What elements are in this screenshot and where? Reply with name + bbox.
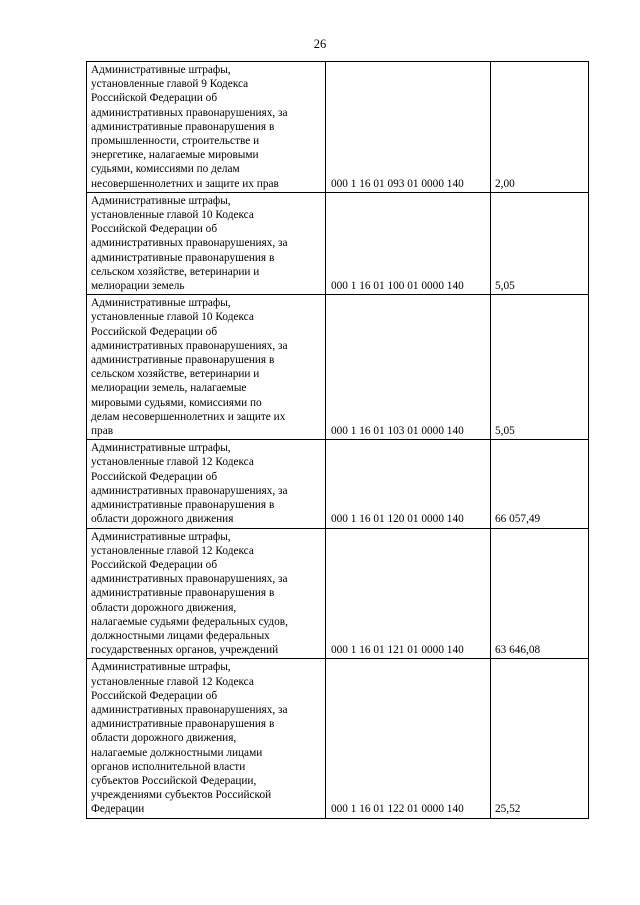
revenue-name-line: административные правонарушения в (91, 718, 275, 731)
page-number: 26 (313, 37, 327, 51)
revenue-name-line: должностными лицами федеральных (91, 629, 270, 642)
revenue-name-line: субъектов Российской Федерации, (91, 774, 257, 787)
revenue-name-line: Российской Федерации об (91, 92, 218, 105)
revenue-name-line: государственных органов, учреждений (91, 644, 279, 657)
revenue-name-line: Административные штрафы, (91, 442, 231, 455)
revenue-name-line: Административные штрафы, (91, 661, 231, 674)
revenue-name-line: Административные штрафы, (91, 194, 231, 207)
table-row (87, 440, 589, 528)
amount-cell: 66 057,49 (491, 440, 589, 528)
revenue-name-cell (87, 659, 326, 818)
revenue-name-line: области дорожного движения, (91, 732, 237, 745)
table-row (87, 295, 589, 440)
amount-cell: 63 646,08 (491, 528, 589, 659)
revenue-name-line: прав (91, 425, 114, 438)
budget-code-cell: 000 1 16 01 100 01 0000 140 (326, 192, 491, 294)
table-row (87, 192, 589, 294)
revenue-name-line: несовершеннолетних и защите их прав (91, 177, 279, 190)
revenue-name-line: налагаемые судьями федеральных судов, (91, 615, 288, 628)
revenue-name-line: административных правонарушениях, за (91, 703, 288, 716)
table-row (87, 62, 589, 193)
revenue-name-cell (87, 440, 326, 528)
amount-cell: 5,05 (491, 295, 589, 440)
revenue-name-cell (87, 62, 326, 193)
revenue-name-line: административных правонарушениях, за (91, 106, 288, 119)
amount-cell: 25,52 (491, 659, 589, 818)
revenue-name-line: установленные главой 12 Кодекса (91, 544, 254, 557)
revenue-name-line: мелиорации земель (91, 280, 185, 293)
table-row (87, 659, 589, 818)
revenue-name-line: сельском хозяйстве, ветеринарии и (91, 265, 260, 278)
revenue-name-line: энергетике, налагаемые мировыми (91, 149, 259, 162)
revenue-name-line: мировыми судьями, комиссиями по (91, 396, 262, 409)
revenue-table-body (87, 62, 589, 819)
budget-code-cell: 000 1 16 01 122 01 0000 140 (326, 659, 491, 818)
revenue-name-line: налагаемые должностными лицами (91, 746, 263, 759)
revenue-name-line: административных правонарушениях, за (91, 339, 288, 352)
revenue-name-line: установленные главой 12 Кодекса (91, 456, 254, 469)
revenue-name-cell (87, 192, 326, 294)
revenue-name-cell (87, 528, 326, 659)
revenue-name-line: установленные главой 10 Кодекса (91, 209, 254, 222)
table-row (87, 528, 589, 659)
revenue-name-line: Российской Федерации об (91, 223, 218, 236)
budget-code-cell: 000 1 16 01 120 01 0000 140 (326, 440, 491, 528)
amount-cell: 2,00 (491, 62, 589, 193)
revenue-name-line: Российской Федерации об (91, 325, 218, 338)
revenue-name-line: области дорожного движения, (91, 601, 237, 614)
revenue-name-line: установленные главой 10 Кодекса (91, 311, 254, 324)
revenue-name-line: мелиорации земель, налагаемые (91, 382, 247, 395)
revenue-name-line: Российской Федерации об (91, 689, 218, 702)
amount-cell: 5,05 (491, 192, 589, 294)
revenue-name-line: промышленности, строительстве и (91, 135, 260, 148)
revenue-name-line: области дорожного движения (91, 513, 234, 526)
revenue-name-line: Административные штрафы, (91, 64, 231, 76)
revenue-name-line: Административные штрафы, (91, 530, 231, 543)
revenue-name-line: административные правонарушения в (91, 354, 275, 367)
revenue-name-line: административных правонарушениях, за (91, 484, 288, 497)
revenue-name-line: установленные главой 12 Кодекса (91, 675, 254, 688)
revenue-name-line: Административные штрафы, (91, 297, 231, 310)
revenue-name-line: административные правонарушения в (91, 499, 275, 512)
revenue-name-cell (87, 295, 326, 440)
revenue-name-line: административных правонарушениях, за (91, 573, 288, 586)
revenue-name-line: административные правонарушения в (91, 587, 275, 600)
revenue-name-line: сельском хозяйстве, ветеринарии и (91, 368, 260, 381)
revenue-table (86, 61, 589, 819)
budget-code-cell: 000 1 16 01 103 01 0000 140 (326, 295, 491, 440)
revenue-name-line: судьями, комиссиями по делам (91, 163, 240, 176)
revenue-name-line: административных правонарушениях, за (91, 237, 288, 250)
revenue-name-line: Федерации (91, 803, 145, 816)
revenue-name-line: органов исполнительной власти (91, 760, 246, 773)
revenue-name-line: административные правонарушения в (91, 120, 275, 133)
budget-code-cell: 000 1 16 01 093 01 0000 140 (326, 62, 491, 193)
revenue-name-line: учреждениями субъектов Российской (91, 789, 272, 802)
budget-code-cell: 000 1 16 01 121 01 0000 140 (326, 528, 491, 659)
revenue-name-line: Российской Федерации об (91, 558, 218, 571)
revenue-name-line: Российской Федерации об (91, 470, 218, 483)
revenue-name-line: административные правонарушения в (91, 251, 275, 264)
revenue-name-line: делам несовершеннолетних и защите их (91, 410, 286, 423)
revenue-name-line: установленные главой 9 Кодекса (91, 78, 249, 91)
